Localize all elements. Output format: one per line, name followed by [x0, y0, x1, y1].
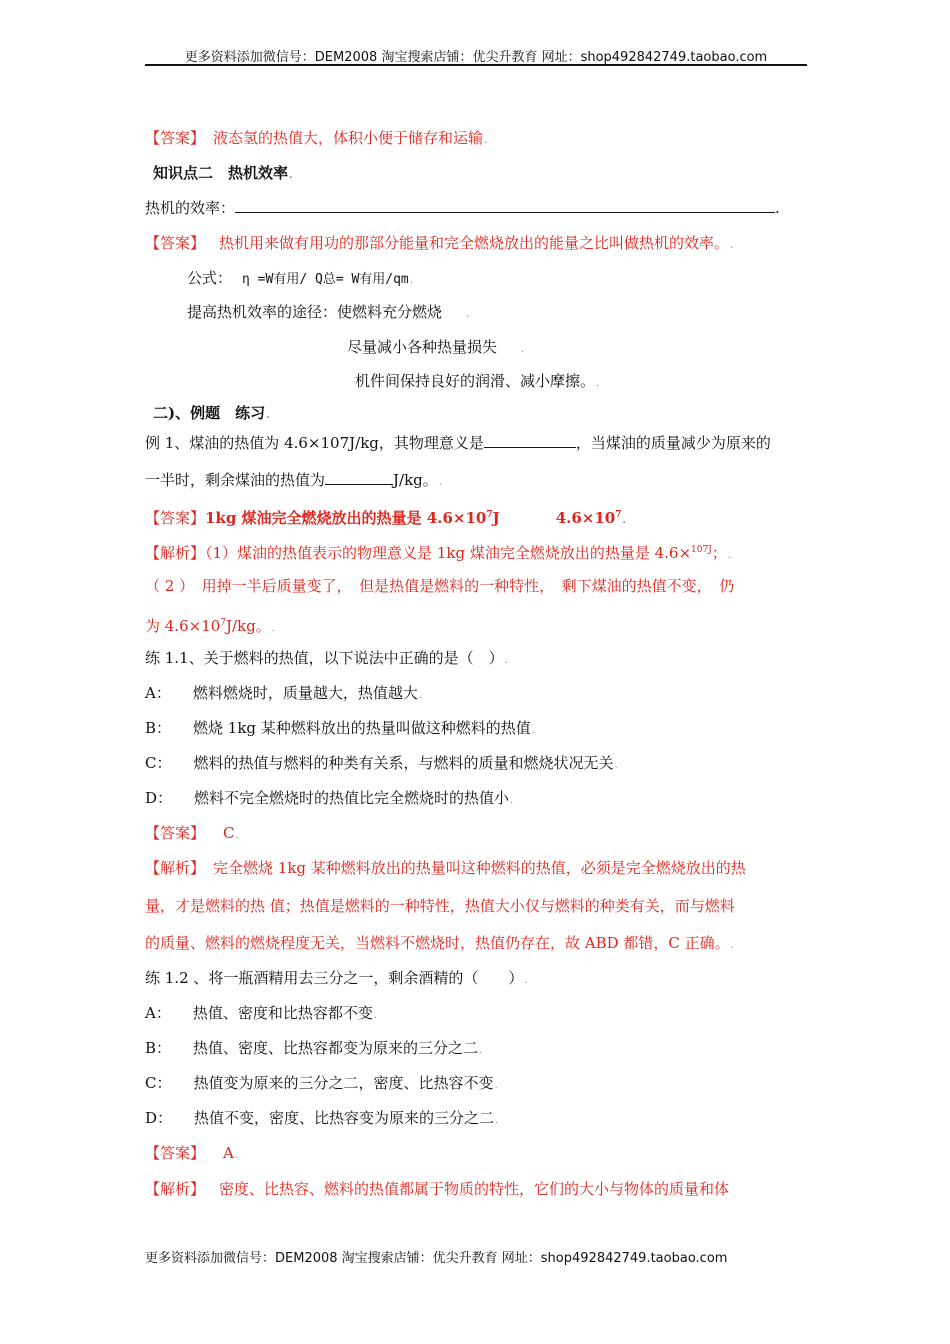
page-header: 更多资料添加微信号：DEM2008 淘宝搜索店铺：优尖升教育 网址：shop492842749.taobao.com — [184, 50, 768, 65]
q12-option-d: D： 热值不变，密度、比热容变为原来的三分之二. — [145, 1109, 499, 1127]
q11-option-b: B： 燃烧 1kg 某种燃料放出的热量叫做这种燃料的热值. — [145, 719, 535, 737]
q12-option-b: B： 热值、密度、比热容都变为原来的三分之二. — [145, 1039, 483, 1057]
efficiency-blank — [235, 198, 775, 213]
header-rule — [145, 64, 807, 66]
improve-line-1: 提高热机效率的途径：使燃料充分燃烧 . — [187, 303, 470, 321]
improve-way-1: 使燃料充分燃烧 — [337, 303, 443, 321]
q11-analysis-line-1: 【解析】 完全燃烧 1kg 某种燃料放出的热量叫这种燃料的热值，必须是完全燃烧放出的热 — [145, 859, 746, 877]
improve-way-2: 尽量减小各种热量损失 — [347, 338, 498, 356]
q0-answer: 液态氢的热值大，体积小便于储存和运输 — [213, 129, 484, 147]
analysis-tag: 【解析】 — [145, 859, 206, 877]
efficiency-answer-line: 【答案】 热机用来做有用功的那部分能量和完全燃烧放出的能量之比叫做热机的效率。. — [145, 234, 734, 252]
formula-label: 公式： — [187, 269, 233, 287]
page-footer: 更多资料添加微信号：DEM2008 淘宝搜索店铺：优尖升教育 网址：shop492842749.taobao.com — [145, 1251, 728, 1266]
q11-option-a: A： 燃料燃烧时，质量越大，热值越大. — [145, 684, 423, 702]
q11-analysis-line-2: 量，才是燃料的热 值；热值是燃料的一种特性，热值大小仅与燃料的种类有关，而与燃料 — [145, 897, 735, 915]
ex1-analysis-line-2: （ 2 ） 用掉一半后质量变了， 但是热值是燃料的一种特性， 剩下煤油的热值不变， 仍 — [145, 577, 735, 595]
efficiency-prompt: 热机的效率： — [145, 199, 236, 217]
answer-tag: 【答案】 — [145, 234, 206, 252]
improve-line-2: 尽量减小各种热量损失 . — [347, 338, 525, 356]
answer-tag: 【答案】 — [145, 129, 206, 147]
formula-line: 公式： η =W有用/ Q总= W有用/qm. — [187, 269, 413, 287]
q11-answer-line: 【答案】 C. — [145, 824, 239, 842]
ex1-stem-line-2: 一半时，剩余煤油的热值为 J/kg。. — [145, 471, 442, 489]
improve-label: 提高热机效率的途径： — [187, 303, 338, 321]
ex1-blank-2 — [325, 470, 393, 485]
improve-line-3: 机件间保持良好的润滑、减小摩擦。. — [355, 372, 600, 390]
q12-analysis-line-1: 【解析】 密度、比热容、燃料的热值都属于物质的特性，它们的大小与物体的质量和体 — [145, 1180, 730, 1198]
q0-answer-line: 【答案】 液态氢的热值大，体积小便于储存和运输. — [145, 129, 488, 147]
ex1-answer-line: 【答案】1kg 煤油完全燃烧放出的热量是 $4.6\times 10^7J$ $4.6\times 10^7$. — [145, 509, 626, 527]
section2-title: 二)、例题 练习. — [153, 404, 270, 422]
ex1-analysis-line-1: 【解析】（1）煤油的热值表示的物理意义是 1kg 煤油完全燃烧放出的热量是 4.6×$^{107J}$；. — [145, 544, 732, 562]
analysis-tag: 【解析】 — [145, 544, 206, 562]
q12-answer-line: 【答案】 A. — [145, 1144, 239, 1162]
ex1-analysis-line-3: 为 $4.6\times 10^7J/kg$。. — [145, 617, 275, 635]
q12-option-c: C： 热值变为原来的三分之二，密度、比热容不变. — [145, 1074, 498, 1092]
q11-stem: 练 1.1、关于燃料的热值，以下说法中正确的是（ ）. — [145, 649, 508, 667]
efficiency-prompt-line: 热机的效率： . — [145, 199, 780, 217]
kp2-title: 知识点二 热机效率. — [153, 164, 293, 182]
ex1-blank-1 — [484, 433, 576, 448]
q12-option-a: A： 热值、密度和比热容都不变. — [145, 1004, 378, 1022]
improve-way-3: 机件间保持良好的润滑、减小摩擦。 — [355, 372, 596, 390]
answer-tag: 【答案】 — [145, 509, 206, 527]
efficiency-answer: 热机用来做有用功的那部分能量和完全燃烧放出的能量之比叫做热机的效率。 — [219, 234, 730, 252]
q11-analysis-line-3: 的质量、燃料的燃烧程度无关，当燃料不燃烧时，热值仍存在，故 ABD 都错，C 正确。. — [145, 934, 734, 952]
q12-stem: 练 1.2 、将一瓶酒精用去三分之一，剩余酒精的（ ）. — [145, 969, 528, 987]
q11-option-d: D： 燃料不完全燃烧时的热值比完全燃烧时的热值小. — [145, 789, 514, 807]
formula-text: η =W有用/ Q总= W有用/qm — [242, 272, 409, 287]
answer-tag: 【答案】 — [145, 824, 206, 842]
q11-option-c: C： 燃料的热值与燃料的种类有关系，与燃料的质量和燃烧状况无关. — [145, 754, 618, 772]
analysis-tag: 【解析】 — [145, 1180, 206, 1198]
answer-tag: 【答案】 — [145, 1144, 206, 1162]
ex1-stem-line-1: 例 1、煤油的热值为 4.6×107J/kg，其物理意义是 ，当煤油的质量减少为原来的 — [145, 434, 771, 452]
